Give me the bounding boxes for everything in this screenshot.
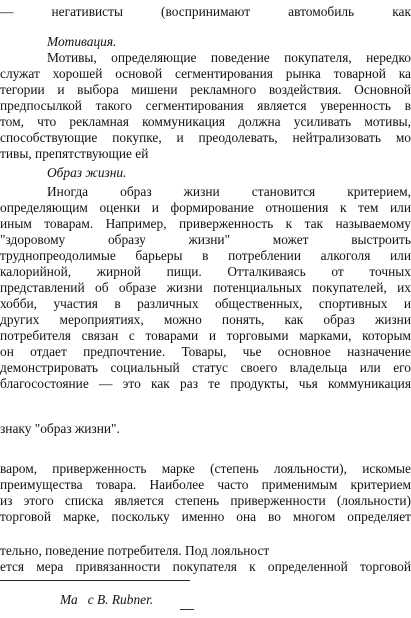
text-line: других мероприятиях, можно понять, как образ жизни [0,312,411,327]
text-line: торговой марке, поскольку именно она во многом определяет [0,509,411,524]
heading-lifestyle: Образ жизни. [47,165,127,180]
text-line: благосостояние — это как раз те продукты, чья коммуникация [0,376,411,391]
text-line: тегории и выбора мишени рекламного воздействия. Основной [0,82,411,97]
text-line: труднопреодолимые барьеры в потреблении алкоголя или [0,248,411,263]
text-line: знаку "образ жизни". [0,421,120,436]
text-line: потребителя связан с товарами и торговыми марками, которым [0,328,411,343]
text-line: из этого списка является степень приверженности (лояльности) [0,493,411,508]
footnote-rule [0,580,190,581]
text-line: хобби, участия в различных общественных, спортивных и [0,296,411,311]
page-number-dash [180,609,194,610]
text-line: определяющим оценки и формирование отношения к тем или [0,200,411,215]
text-line: том, что рекламная коммуникация должна усиливать мотивы, [0,114,411,129]
text-line: варом, приверженность марке (степень лояльности), искомые [0,461,411,476]
text-line: служат хорошей основой сегментирования рынка товарной ка [0,66,411,81]
text-line: иным товарам. Например, приверженность к так называемому [0,216,411,231]
text-line: Мотивы, определяющие поведение покупателя, нередко [47,50,411,65]
text-line: представлений об образе жизни потенциальных покупателей, их [0,280,411,295]
text-line: ется мера привязанности покупателя к определенной торговой [0,559,411,574]
text-line: "здоровому образу жизни" может выстроить [0,232,411,247]
footnote: Ма с В. Rubner. [60,592,154,607]
text-line: демонстрировать социальный статус своего владельца или его [0,360,411,375]
text-line: преимущества товара. Наиболее часто применимым критерием [0,477,411,492]
text-line: калорийной, жирной пищи. Отталкиваясь от точных [0,264,411,279]
text-line: способствующие покупке, и преодолевать, нейтрализовать мо [0,130,411,145]
text-line: Иногда образ жизни становится критерием, [47,184,411,199]
text-line: тельно, поведение потребителя. Под лояльност [0,543,270,558]
text-line: предпосылкой такого сегментирования является уверенность в [0,98,411,113]
top-line: — негативисты (воспринимают автомобиль как [0,4,411,19]
heading-motivation: Мотивация. [47,34,117,49]
text-line: он отдает предпочтение. Товары, чье основное назначение [0,344,411,359]
text-line: тивы, препятствующие ей [0,146,149,161]
